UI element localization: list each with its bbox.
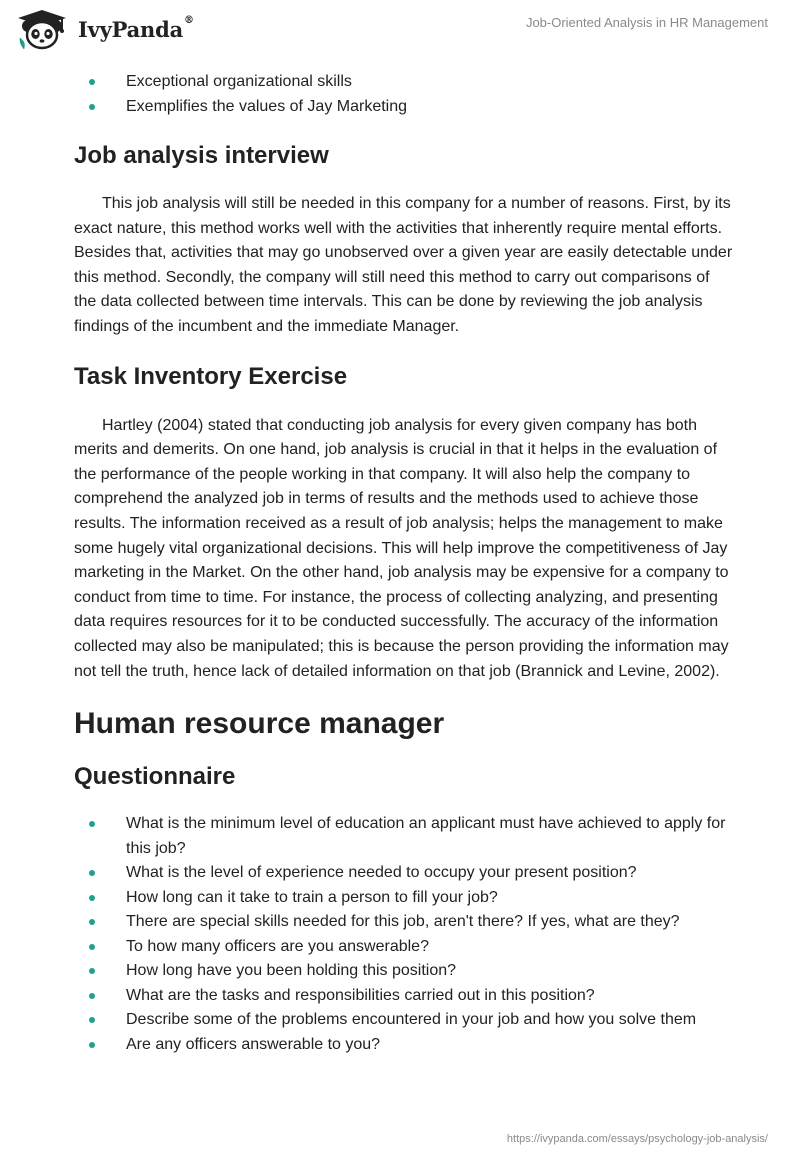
section-heading-hr-manager: Human resource manager: [74, 707, 445, 741]
bullet-dot-icon: [89, 944, 95, 950]
bullet-dot-icon: [89, 1017, 95, 1023]
bullet-dot-icon: [89, 821, 95, 827]
list-item: What is the level of experience needed to occupy your present position?: [74, 861, 734, 886]
bullet-dot-icon: [89, 104, 95, 110]
list-item: Exemplifies the values of Jay Marketing: [74, 95, 734, 120]
bullet-dot-icon: [89, 968, 95, 974]
list-item: To how many officers are you answerable?: [74, 935, 734, 960]
paragraph-job-analysis-interview: This job analysis will still be needed in this company for a number of reasons. First, by its exact nature, this method works well with the activities that inherently require mental efforts. Besides that, activities that may go unobserved over a given year are easily detectable under this method. Secondly, the company will still need this method to carry out comparisons of the data collected between time intervals. This can be done by reviewing the job analysis findings of the incumbent and the immediate Manager.: [74, 195, 733, 335]
list-item: Are any officers answerable to you?: [74, 1033, 734, 1058]
paragraph-task-inventory: Hartley (2004) stated that conducting job analysis for every given company has both merits and demerits. On one hand, job analysis is crucial in that it helps in the evaluation of the performance of the people working in that company. It will also help the company to comprehend the analyzed job in terms of results and the methods used to achieve those results. The information received as a result of job analysis; helps the management to make some hugely vital organizational decisions. This will help improve the competitiveness of Jay marketing in the Market. On the other hand, job analysis may be expensive for a company to conduct from time to time. For instance, the process of collecting analyzing, and presenting data requires resources for it to be conducted successfully. The accuracy of the information collected may also be manipulated; this is because the person providing the information may not tell the truth, hence lack of detailed information on that job (Brannick and Levine, 2002).: [74, 416, 729, 680]
panda-graduate-icon: [14, 8, 72, 50]
essay-content: [74, 70, 734, 1057]
logo-text: IvyPanda®: [78, 14, 194, 42]
bullet-dot-icon: [89, 895, 95, 901]
list-item: There are special skills needed for this job, aren't there? If yes, what are they?: [74, 910, 734, 935]
document-title: Job-Oriented Analysis in HR Management: [525, 15, 768, 30]
list-item: How long can it take to train a person to fill your job?: [74, 886, 734, 911]
list-item: What are the tasks and responsibilities carried out in this position?: [74, 984, 734, 1009]
ivypanda-logo[interactable]: [14, 8, 194, 50]
top-bullet-list: [74, 70, 734, 119]
list-item: How long have you been holding this position?: [74, 959, 734, 984]
section-heading-task-inventory: Task Inventory Exercise: [74, 362, 348, 390]
bullet-dot-icon: [89, 1042, 95, 1048]
list-item: What is the minimum level of education an applicant must have achieved to apply for this job?: [74, 812, 734, 861]
bullet-dot-icon: [89, 993, 95, 999]
list-item: Exceptional organizational skills: [74, 70, 734, 95]
bullet-dot-icon: [89, 870, 95, 876]
list-item: Describe some of the problems encountered in your job and how you solve them: [74, 1008, 734, 1033]
bullet-dot-icon: [89, 79, 95, 85]
questionnaire-list: [74, 812, 734, 1057]
bullet-dot-icon: [89, 919, 95, 925]
page-header: [0, 0, 800, 60]
source-url-link[interactable]: https://ivypanda.com/essays/psychology-job-analysis/: [506, 1133, 768, 1145]
section-heading-job-analysis-interview: Job analysis interview: [74, 142, 329, 169]
section-heading-questionnaire: Questionnaire: [74, 763, 236, 791]
